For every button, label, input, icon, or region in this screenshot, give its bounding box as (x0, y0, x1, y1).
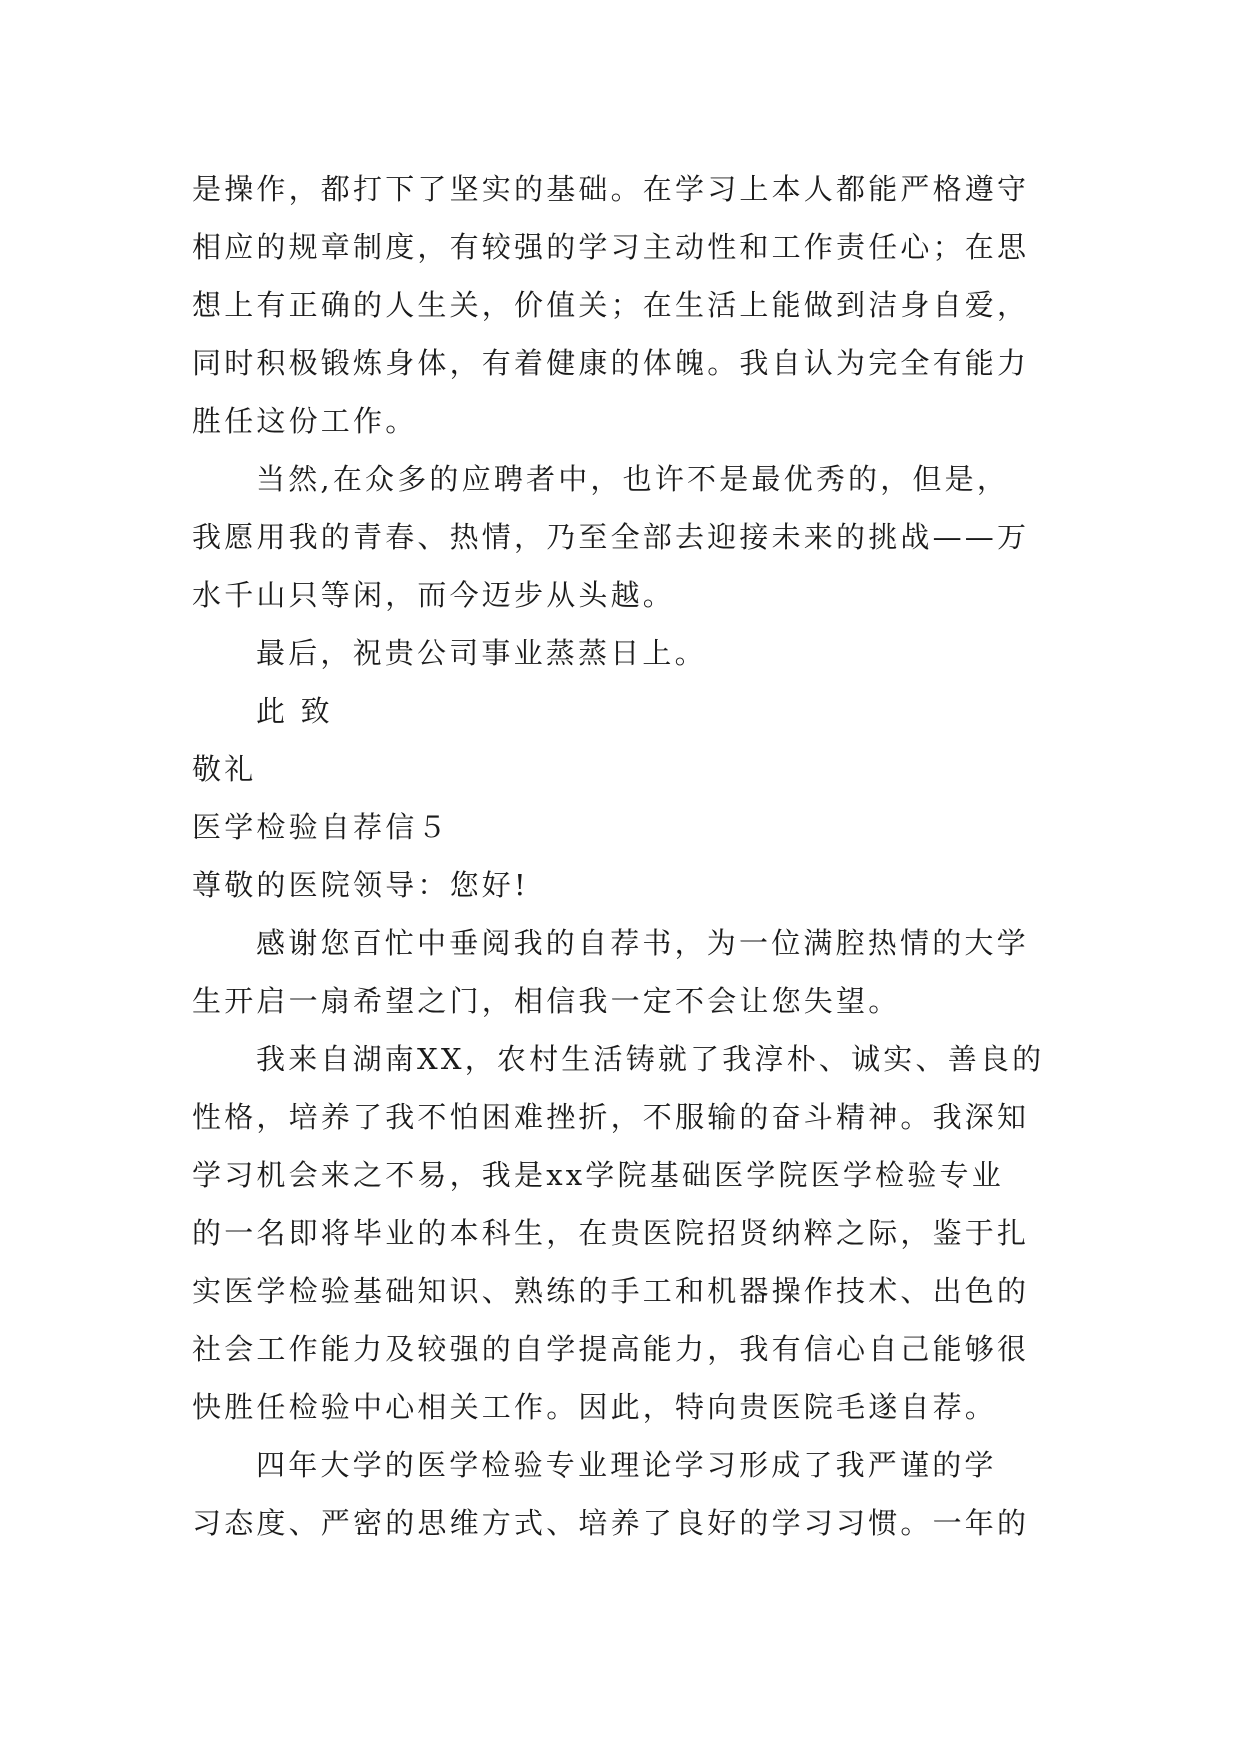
greeting-line: 尊敬的医院领导：您好! (192, 868, 529, 902)
closing-wish-line: 最后，祝贵公司事业蒸蒸日上。 (256, 636, 707, 670)
text-line: 水千山只等闲，而今迈步从头越。 (192, 578, 676, 612)
text-line: 同时积极锻炼身体，有着健康的体魄。我自认为完全有能力 (192, 346, 1030, 380)
text-line: 性格，培养了我不怕困难挫折，不服输的奋斗精神。我深知 (192, 1100, 1030, 1134)
text-line: 的一名即将毕业的本科生，在贵医院招贤纳粹之际，鉴于扎 (192, 1216, 1030, 1250)
letter-body (192, 160, 1072, 1552)
text-line: 胜任这份工作。 (192, 404, 418, 438)
text-line: 习态度、严密的思维方式、培养了良好的学习习惯。一年的 (192, 1506, 1030, 1540)
closing-salutation: 此 致 (256, 694, 333, 728)
text-line: 快胜任检验中心相关工作。因此，特向贵医院毛遂自荐。 (192, 1390, 998, 1424)
text-line: 是操作，都打下了坚实的基础。在学习上本人都能严格遵守 (192, 172, 1030, 206)
text-line: 生开启一扇希望之门，相信我一定不会让您失望。 (192, 984, 901, 1018)
paragraph-start-line: 四年大学的医学检验专业理论学习形成了我严谨的学 (256, 1448, 997, 1482)
text-line: 我愿用我的青春、热情，乃至全部去迎接未来的挑战——万 (192, 520, 1030, 554)
text-line: 学习机会来之不易，我是xx学院基础医学院医学检验专业 (192, 1158, 1004, 1192)
paragraph-start-line: 当然,在众多的应聘者中，也许不是最优秀的，但是， (256, 462, 1010, 496)
text-line: 实医学检验基础知识、熟练的手工和机器操作技术、出色的 (192, 1274, 1030, 1308)
closing-regards: 敬礼 (192, 752, 257, 786)
section-title: 医学检验自荐信５ (192, 810, 450, 844)
text-line: 相应的规章制度，有较强的学习主动性和工作责任心；在思 (192, 230, 1030, 264)
paragraph-start-line: 感谢您百忙中垂阅我的自荐书，为一位满腔热情的大学 (256, 926, 1029, 960)
text-line: 想上有正确的人生关，价值关；在生活上能做到洁身自爱， (192, 288, 1030, 322)
paragraph-start-line: 我来自湖南XX，农村生活铸就了我淳朴、诚实、善良的 (256, 1042, 1045, 1076)
text-line: 社会工作能力及较强的自学提高能力，我有信心自己能够很 (192, 1332, 1030, 1366)
